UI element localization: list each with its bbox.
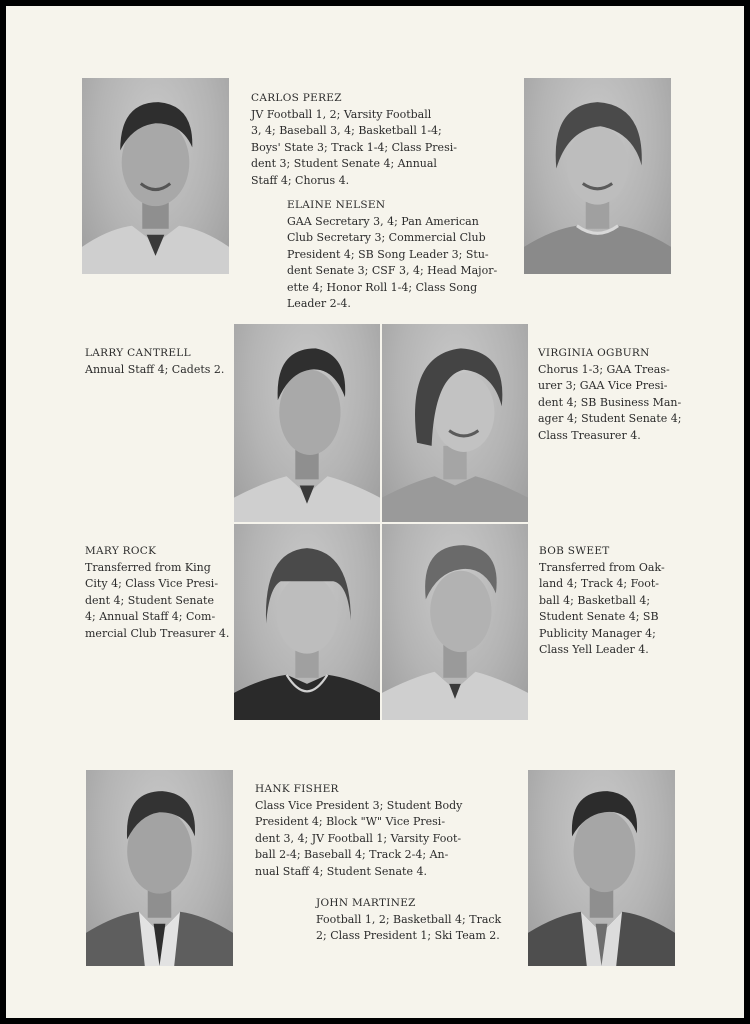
student-name: JOHN MARTINEZ [316, 897, 416, 909]
student-name: BOB SWEET [539, 545, 610, 557]
photo-bob-sweet [382, 524, 528, 720]
photo-virginia-ogburn [382, 324, 528, 522]
student-activities: Transferred from Oak- land 4; Track 4; Foot- ball 4; Basketball 4; Student Senate 4; SB Publicity Manager 4; Class Yell Leader 4. [539, 560, 665, 656]
bio-carlos-perez [251, 90, 457, 189]
student-name: VIRGINIA OGBURN [538, 347, 650, 359]
student-activities: Class Vice President 3; Student Body President 4; Block "W" Vice Presi- dent 3, 4; JV Football 1; Varsity Foot- ball 2-4; Baseball 4; Track 2-4; An- nual Staff 4; Student Senate 4. [255, 798, 463, 878]
yearbook-page [6, 6, 744, 1018]
student-activities: GAA Secretary 3, 4; Pan American Club Secretary 3; Commercial Club President 4; SB Song Leader 3; Stu- dent Senate 3; CSF 3, 4; Head Major- ette 4; Honor Roll 1-4; Class Song Leader 2-4. [287, 214, 498, 310]
bio-larry-cantrell [85, 345, 224, 378]
bio-bob-sweet [539, 543, 665, 659]
bio-mary-rock [85, 543, 229, 642]
photo-hank-fisher [86, 770, 233, 966]
bio-john-martinez [316, 895, 501, 945]
student-activities: JV Football 1, 2; Varsity Football 3, 4; Baseball 3, 4; Basketball 1-4; Boys' State 3; Track 1-4; Class Presi- dent 3; Student Senate 4; Annual Staff 4; Chorus 4. [251, 107, 457, 187]
bio-hank-fisher [255, 781, 462, 880]
bio-virginia-ogburn [538, 345, 681, 444]
photo-elaine-nelsen [524, 78, 671, 274]
student-activities: Annual Staff 4; Cadets 2. [85, 362, 225, 376]
student-name: MARY ROCK [85, 545, 157, 557]
student-name: ELAINE NELSEN [287, 199, 386, 211]
student-name: HANK FISHER [255, 783, 339, 795]
student-activities: Football 1, 2; Basketball 4; Track 2; Class President 1; Ski Team 2. [316, 912, 502, 942]
photo-john-martinez [528, 770, 675, 966]
photo-carlos-perez [82, 78, 229, 274]
student-name: CARLOS PEREZ [251, 92, 342, 104]
student-activities: Transferred from King City 4; Class Vice Presi- dent 4; Student Senate 4; Annual Staff 4; Com- mercial Club Treasurer 4. [85, 560, 230, 640]
student-name: LARRY CANTRELL [85, 347, 191, 359]
photo-larry-cantrell [234, 324, 380, 522]
student-activities: Chorus 1-3; GAA Treas- urer 3; GAA Vice Presi- dent 4; SB Business Man- ager 4; Student Senate 4; Class Treasurer 4. [538, 362, 682, 442]
bio-elaine-nelsen [287, 197, 497, 313]
photo-mary-rock [234, 524, 380, 720]
